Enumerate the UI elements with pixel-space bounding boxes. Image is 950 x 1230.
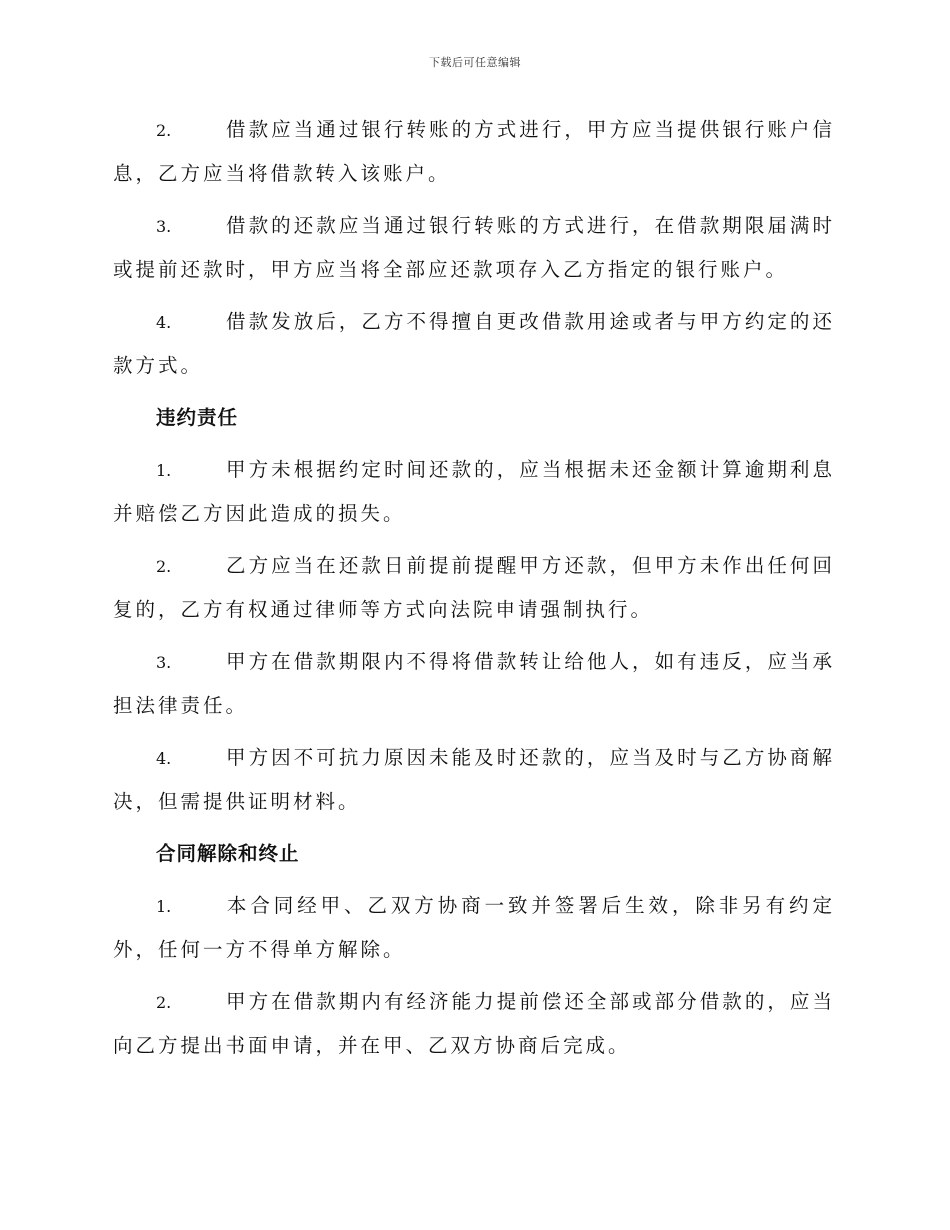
clause-item [113, 300, 835, 387]
clause-item [113, 640, 835, 727]
clause-number: 3. [156, 653, 172, 672]
clause-number: 1. [156, 461, 172, 480]
clause-text: 借款的还款应当通过银行转账的方式进行，在借款期限届满时或提前还款时，甲方应当将全部应还款项存入乙方指定的银行账户。 [113, 214, 835, 281]
clause-text: 乙方应当在还款日前提前提醒甲方还款，但甲方未作出任何回复的，乙方有权通过律师等方式向法院申请强制执行。 [113, 554, 835, 621]
clause-item [113, 544, 835, 631]
clause-item [113, 980, 835, 1067]
clause-item [113, 448, 835, 535]
clause-item [113, 204, 835, 291]
clause-text: 甲方未根据约定时间还款的，应当根据未还金额计算逾期利息并赔偿乙方因此造成的损失。 [113, 458, 835, 525]
clause-number: 3. [156, 217, 172, 236]
clause-text: 借款应当通过银行转账的方式进行，甲方应当提供银行账户信息，乙方应当将借款转入该账户。 [113, 118, 835, 185]
clause-number: 4. [156, 313, 172, 332]
clause-item [113, 736, 835, 823]
section-heading: 违约责任 [156, 406, 239, 429]
clause-item [113, 108, 835, 195]
section-heading: 合同解除和终止 [156, 842, 300, 865]
clause-number: 2. [156, 121, 172, 140]
clause-text: 本合同经甲、乙双方协商一致并签署后生效，除非另有约定外，任何一方不得单方解除。 [113, 894, 835, 961]
clause-number: 2. [156, 993, 172, 1012]
clause-text: 甲方在借款期内有经济能力提前偿还全部或部分借款的，应当向乙方提出书面申请，并在甲、乙双方协商后完成。 [113, 990, 835, 1057]
clause-text: 甲方因不可抗力原因未能及时还款的，应当及时与乙方协商解决，但需提供证明材料。 [113, 746, 835, 813]
document-body [113, 108, 835, 1076]
clause-number: 1. [156, 897, 172, 916]
page-header: 下载后可任意编辑 [429, 56, 521, 69]
clause-item [113, 884, 835, 971]
clause-number: 4. [156, 749, 172, 768]
clause-number: 2. [156, 557, 172, 576]
clause-text: 借款发放后，乙方不得擅自更改借款用途或者与甲方约定的还款方式。 [113, 310, 835, 377]
clause-text: 甲方在借款期限内不得将借款转让给他人，如有违反，应当承担法律责任。 [113, 650, 835, 717]
